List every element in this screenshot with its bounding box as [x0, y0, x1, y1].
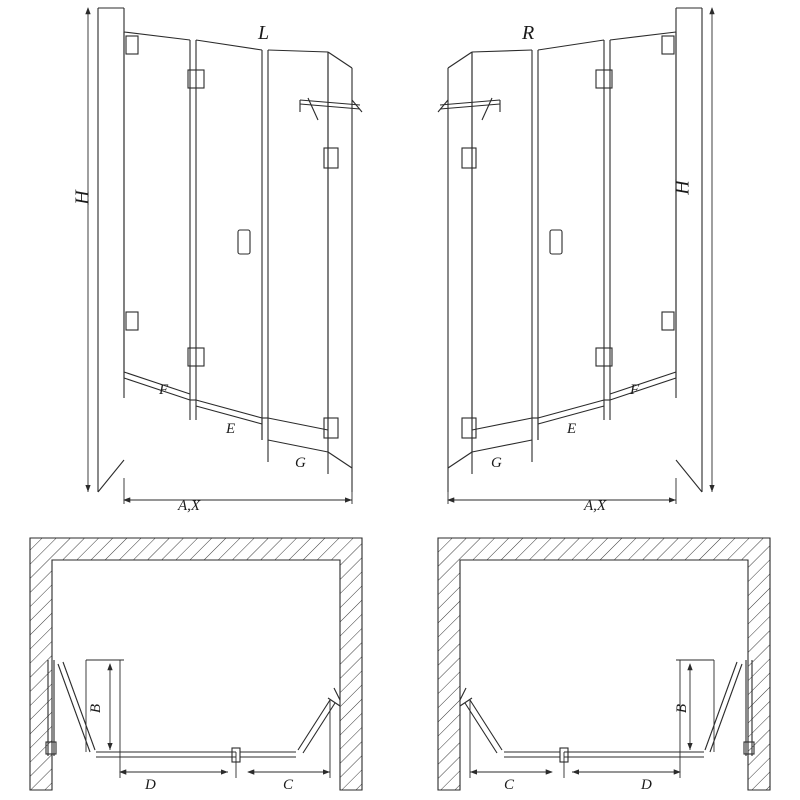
left-width-label: A,X	[178, 498, 201, 514]
right-elevation-dimensions	[448, 8, 712, 504]
right-plan-group	[438, 538, 770, 790]
right-plan-dim-d-label: D	[641, 777, 652, 793]
left-panel-e-label: E	[226, 421, 236, 437]
right-panel-e-label: E	[567, 421, 577, 437]
right-width-label: A,X	[584, 498, 607, 514]
right-height-label: H	[671, 180, 694, 195]
left-plan-group	[30, 538, 362, 790]
left-elevation-dimensions	[88, 8, 352, 504]
right-panel-g-label: G	[491, 455, 502, 471]
left-height-label: H	[71, 190, 94, 205]
right-elevation-group	[438, 8, 702, 492]
left-plan-dim-c-label: C	[283, 777, 294, 793]
left-panel-f-label: F	[159, 382, 169, 398]
right-plan-dim-c-label: C	[504, 777, 515, 793]
left-elevation-group	[98, 8, 362, 492]
right-panel-f-label: F	[630, 382, 640, 398]
right-variant-label: R	[522, 22, 535, 44]
left-plan-dim-d-label: D	[145, 777, 156, 793]
left-variant-label: L	[258, 22, 270, 44]
right-plan-depth-label: B	[674, 703, 691, 714]
left-panel-g-label: G	[295, 455, 306, 471]
left-plan-depth-label: B	[88, 703, 105, 714]
